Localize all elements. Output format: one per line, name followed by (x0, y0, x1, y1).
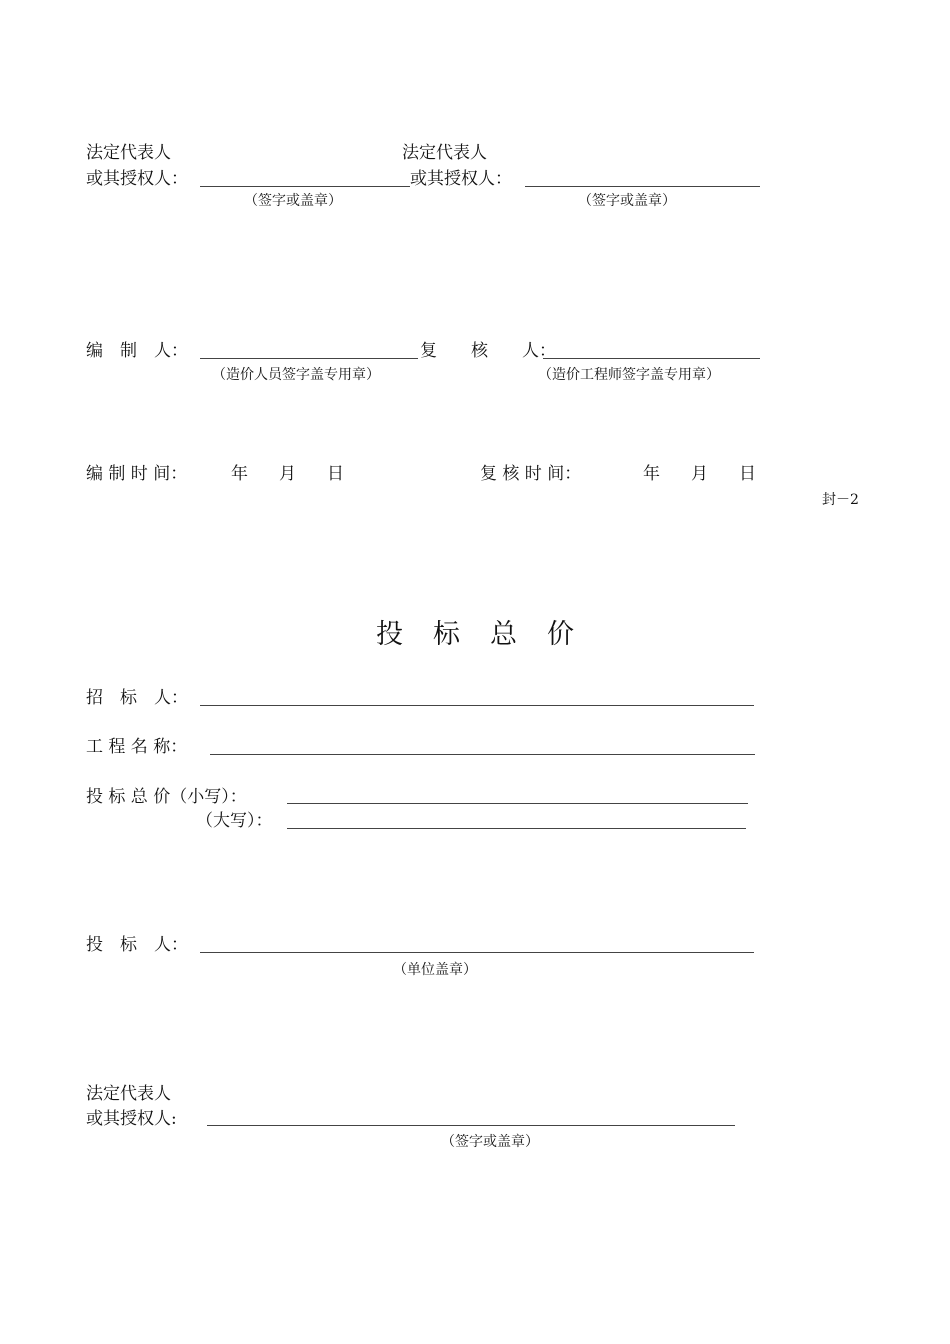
legal-rep-right-signature-line[interactable] (525, 186, 760, 187)
legal-rep-left-signature-line[interactable] (200, 186, 410, 187)
bid-legal-rep-label-1: 法定代表人 (86, 1084, 171, 1104)
bid-legal-rep-sign-note: （签字或盖章） (441, 1134, 539, 1150)
total-price-upper-label: （大写）： (196, 811, 273, 831)
bid-legal-rep-label-2: 或其授权人: (86, 1109, 177, 1129)
page-tag: 封－2 (822, 492, 859, 508)
total-price-label: 投 标 总 价（小写）： (86, 787, 247, 807)
compile-month: 月 (279, 464, 296, 484)
compile-day: 日 (327, 464, 344, 484)
review-month: 月 (691, 464, 708, 484)
bid-legal-rep-signature-line[interactable] (207, 1125, 735, 1126)
compile-time-label: 编 制 时 间： (86, 464, 188, 484)
tenderer-label: 招 标 人： (86, 688, 188, 708)
bidder-field[interactable] (200, 952, 754, 953)
legal-rep-right-label-1: 法定代表人 (402, 143, 487, 163)
reviewer-label: 复 核 人： (420, 341, 556, 361)
bid-total-title: 投标总价 (376, 619, 604, 650)
project-name-field[interactable] (210, 754, 755, 755)
legal-rep-left-label-1: 法定代表人 (86, 143, 171, 163)
legal-rep-right-sign-note: （签字或盖章） (578, 193, 676, 209)
review-time-label: 复 核 时 间： (480, 464, 582, 484)
legal-rep-left-sign-note: （签字或盖章） (244, 193, 342, 209)
project-name-label: 工 程 名 称： (86, 737, 188, 757)
bidder-seal-note: （单位盖章） (393, 962, 477, 978)
compiler-note: （造价人员签字盖专用章） (212, 367, 380, 383)
reviewer-signature-line[interactable] (543, 358, 760, 359)
compile-year: 年 (231, 464, 248, 484)
total-price-numeric-field[interactable] (287, 803, 748, 804)
legal-rep-right-label-2: 或其授权人： (410, 169, 512, 189)
compiler-signature-line[interactable] (200, 358, 418, 359)
total-price-words-field[interactable] (287, 828, 746, 829)
legal-rep-left-label-2: 或其授权人： (86, 169, 188, 189)
tenderer-field[interactable] (200, 705, 754, 706)
bidder-label: 投 标 人： (86, 935, 188, 955)
review-year: 年 (643, 464, 660, 484)
reviewer-note: （造价工程师签字盖专用章） (538, 367, 720, 383)
compiler-label: 编 制 人： (86, 341, 188, 361)
review-day: 日 (739, 464, 756, 484)
